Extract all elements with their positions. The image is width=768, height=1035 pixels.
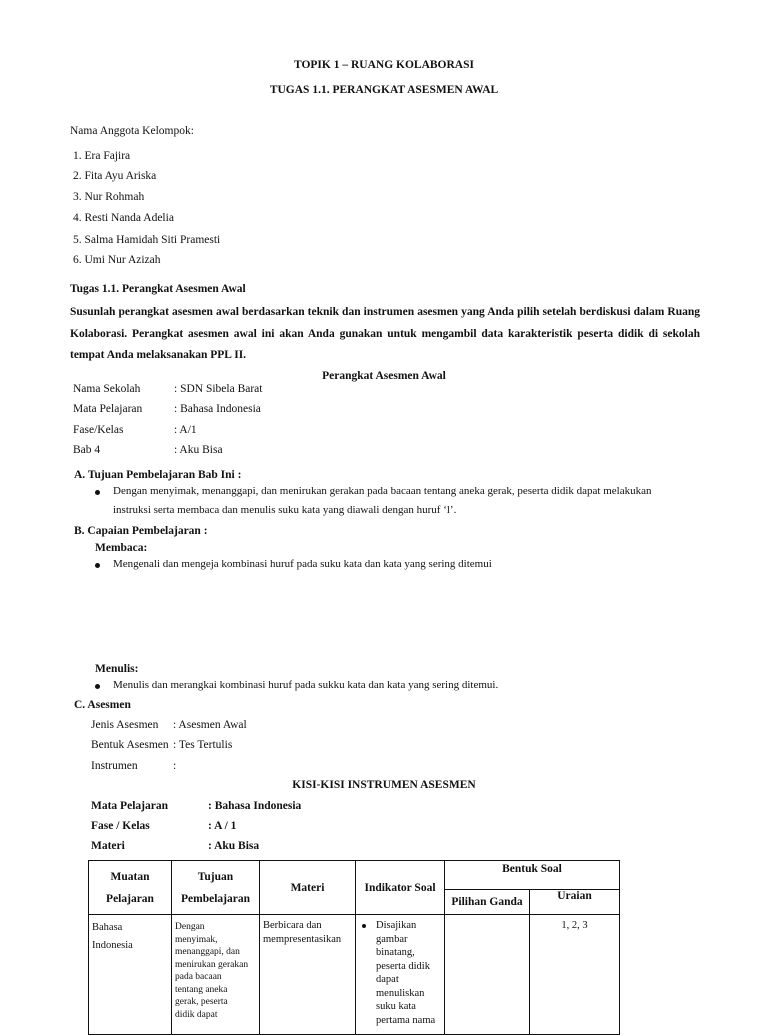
tujuan-line: menanggapi, dan (175, 947, 240, 957)
cell-materi (260, 915, 356, 1035)
asesmen-value: : (173, 760, 177, 772)
document-title: TOPIK 1 – RUANG KOLABORASI (294, 59, 474, 71)
asesmen-value: : Asesmen Awal (173, 719, 247, 731)
tujuan-line: tentang aneka (175, 984, 228, 995)
tujuan-line: didik dapat (175, 1009, 218, 1020)
member-item: 1. Era Fajira (73, 150, 131, 162)
bullet-icon (362, 924, 366, 928)
kisi-meta-value: : A / 1 (208, 820, 237, 832)
kisi-meta-value: : Bahasa Indonesia (208, 800, 302, 812)
task-instruction: Susunlah perangkat asesmen awal berdasarkan teknik dan instrumen asesmen yang Anda pilih setelah berdiskusi dalam Ruang Kolaborasi. Perangkat asesmen awal ini akan Anda gunakan untuk mengambil data karakteristik peserta didik di sekolah tempat Anda melaksanakan PPL II. (70, 306, 700, 361)
menulis-label: Menulis: (95, 663, 139, 675)
asesmen-label: Jenis Asesmen (91, 719, 159, 731)
cell-muatan-line2: Indonesia (92, 940, 133, 951)
indikator-line: suku kata (376, 1001, 416, 1012)
membaca-label: Membaca: (95, 542, 148, 554)
kisi-table (88, 860, 620, 1035)
member-item: 6. Umi Nur Azizah (73, 254, 161, 266)
member-item: 3. Nur Rohmah (73, 191, 145, 203)
member-item: 5. Salma Hamidah Siti Pramesti (73, 234, 221, 246)
header-muatan-line2: Pelajaran (106, 892, 154, 905)
header-muatan (89, 861, 172, 915)
cell-muatan (89, 915, 172, 1035)
kisi-meta-label: Materi (91, 840, 125, 852)
kisi-meta-value: : Aku Bisa (208, 840, 260, 852)
section-a-heading: A. Tujuan Pembelajaran Bab Ini : (74, 469, 242, 481)
kisi-title: KISI-KISI INSTRUMEN ASESMEN (292, 779, 476, 791)
info-label: Bab 4 (73, 444, 101, 456)
indikator-line: peserta didik (376, 960, 430, 972)
menulis-item: Menulis dan merangkai kombinasi huruf pada sukku kata dan kata yang sering ditemui. (113, 679, 499, 691)
indikator-line: gambar (376, 933, 408, 945)
tujuan-line: menirukan gerakan (175, 959, 249, 970)
bullet-icon (95, 490, 100, 495)
section-a-text-line1: Dengan menyimak, menanggapi, dan menirukan gerakan pada bacaan tentang aneka gerak, peserta didik dapat melakukan (113, 485, 652, 497)
section-c-heading: C. Asesmen (74, 699, 131, 711)
member-item: 2. Fita Ayu Ariska (73, 170, 157, 182)
header-muatan-line1: Muatan (110, 870, 150, 883)
header-uraian: Uraian (530, 890, 620, 915)
header-tujuan (172, 861, 260, 915)
header-indikator: Indikator Soal (356, 861, 445, 915)
members-label: Nama Anggota Kelompok: (70, 125, 194, 137)
indikator-line: menuliskan (376, 987, 425, 999)
header-bentuk-soal (445, 861, 620, 890)
kisi-meta-label: Mata Pelajaran (91, 800, 168, 812)
section-b-heading: B. Capaian Pembelajaran : (74, 525, 208, 537)
section-a-text-line2: instruksi serta membaca dan menulis suku kata yang diawali dengan huruf ‘l’. (113, 504, 457, 516)
cell-indikator (356, 915, 445, 1035)
tujuan-line: gerak, peserta (175, 997, 228, 1007)
task-heading: Tugas 1.1. Perangkat Asesmen Awal (70, 283, 246, 295)
asesmen-label: Instrumen (91, 760, 138, 772)
indikator-line: binatang, (376, 947, 415, 958)
tujuan-line: pada bacaan (175, 972, 222, 982)
cell-muatan-line1: Bahasa (92, 922, 123, 933)
asesmen-value: : Tes Tertulis (173, 739, 233, 751)
bullet-icon (95, 563, 100, 568)
indikator-line: pertama nama (376, 1014, 436, 1026)
cell-tujuan (172, 915, 260, 1035)
bullet-icon (95, 684, 100, 689)
asesmen-label: Bentuk Asesmen (91, 739, 169, 751)
perangkat-title: Perangkat Asesmen Awal (322, 370, 446, 382)
document-subtitle: TUGAS 1.1. PERANGKAT ASESMEN AWAL (269, 84, 499, 96)
header-bentuk-soal-label: Bentuk Soal (502, 863, 562, 875)
header-pilihan-ganda: Pilihan Ganda (445, 890, 530, 915)
header-tujuan-line2: Pembelajaran (181, 892, 250, 905)
info-value: : SDN Sibela Barat (174, 383, 263, 395)
materi-line1: Berbicara dan (263, 920, 322, 931)
member-item: 4. Resti Nanda Adelia (73, 212, 174, 224)
materi-line2: mempresentasikan (263, 934, 342, 945)
cell-uraian: 1, 2, 3 (530, 915, 620, 1035)
tujuan-line: menyimak, (175, 934, 218, 945)
tujuan-line: Dengan (175, 922, 205, 932)
header-tujuan-line1: Tujuan (197, 870, 234, 883)
header-materi: Materi (260, 861, 356, 915)
info-value: : Bahasa Indonesia (174, 403, 261, 415)
info-value: : Aku Bisa (174, 444, 223, 456)
info-label: Nama Sekolah (73, 383, 141, 395)
indikator-line: Disajikan (376, 920, 417, 931)
info-label: Mata Pelajaran (73, 403, 143, 415)
indikator-line: dapat (376, 974, 399, 985)
membaca-item: Mengenali dan mengeja kombinasi huruf pada suku kata dan kata yang sering ditemui (113, 558, 492, 570)
cell-pilihan-ganda (445, 915, 530, 1035)
info-label: Fase/Kelas (73, 424, 124, 436)
kisi-meta-label: Fase / Kelas (91, 820, 150, 832)
info-value: : A/1 (174, 424, 197, 436)
